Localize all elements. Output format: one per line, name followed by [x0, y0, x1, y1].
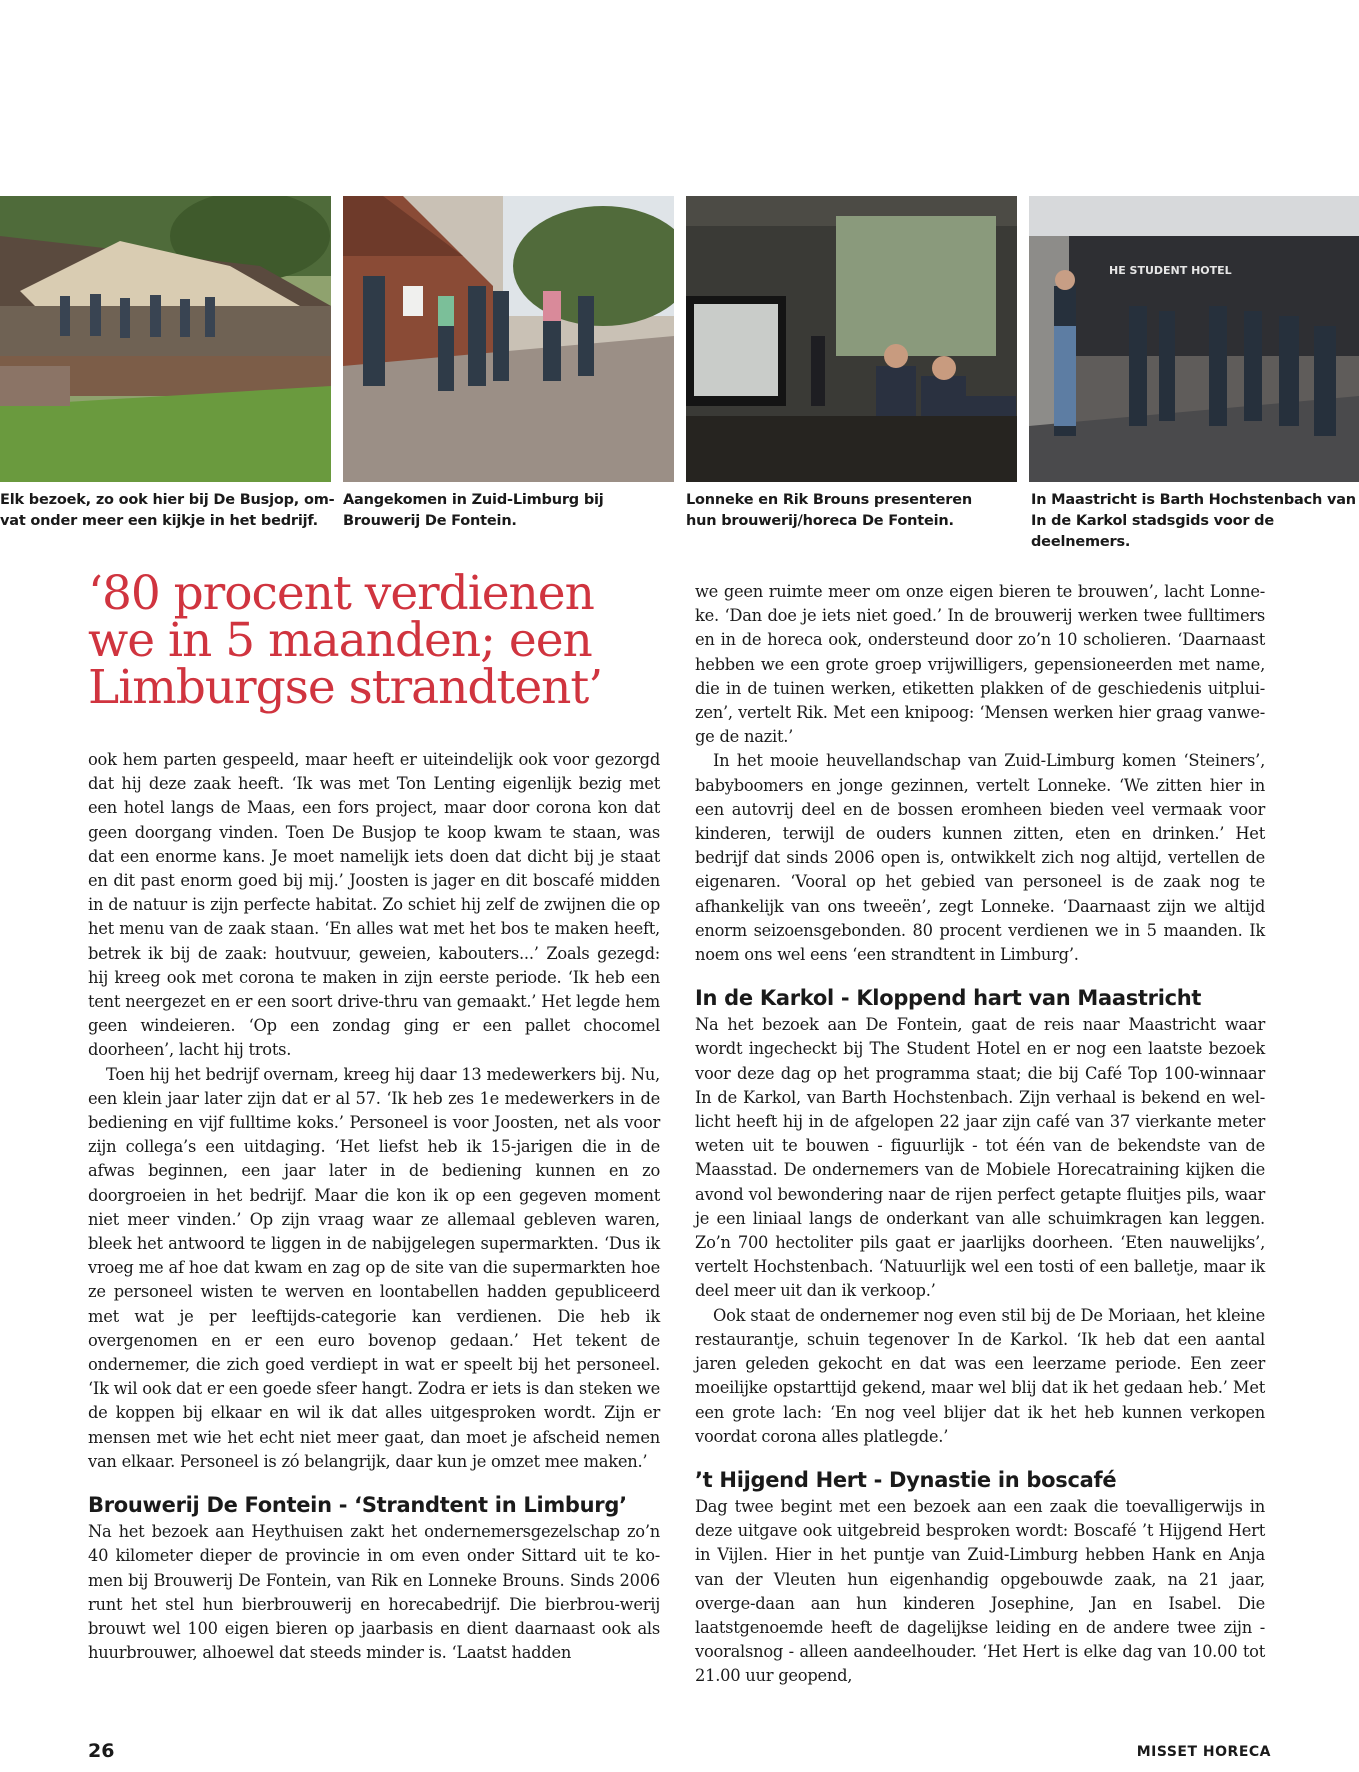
article-column-right: [695, 580, 1265, 1689]
photo-busjop: [0, 196, 331, 482]
article-column-left: [88, 748, 660, 1665]
paragraph: we geen ruimte meer om onze eigen bieren te brouwen’, lacht Lonne-ke. ‘Dan doe je iets niet goed.’ In de brouwerij werken twee fulltimers en in de horeca ook, ondersteund door zo’n 10 scholieren. ‘Daarnaast hebben we een grote groep vrijwilligers, gepensioneerden met name, die in de tuinen werken, etiketten plakken of de geschiedenis uitplui-zen’, vertelt Rik. Met een knipoog: ‘Mensen werken hier graag vanwe-ge de nazit.’: [695, 582, 1265, 747]
section-heading-fontein: Brouwerij De Fontein - ‘Strandtent in Limburg’: [88, 1493, 627, 1518]
page-number: 26: [88, 1740, 115, 1762]
caption-fontein-presentation: Lonneke en Rik Brouns presenteren hun brouwerij/horeca De Fontein.: [686, 492, 972, 529]
photo-fontein-arrival: [343, 196, 674, 482]
caption-maastricht-tour: In Maastricht is Barth Hochstenbach van In de Karkol stadsgids voor de deelnemers.: [1031, 492, 1356, 550]
paragraph: Toen hij het bedrijf overnam, kreeg hij daar 13 medewerkers bij. Nu, een klein jaar later zijn dat er al 57. ‘Ik heb zes 1e medewerkers in de bediening en vijf fulltime koks.’ Personeel is voor Joosten, net als voor zijn collega’s een uitdaging. ‘Het liefst heb ik 15-jarigen die in de afwas beginnen, een jaar later in de bediening kunnen en zo doorgroeien in het bedrijf. Maar die kon ik op een gegeven moment niet meer vinden.’ Op zijn vraag waar ze allemaal gebleven waren, bleek het antwoord te liggen in de nabijgelegen supermarkten. ‘Dus ik vroeg me af hoe dat kwam en zag op de site van die supermarkten hoe ze personeel wisten te werven en loontabellen hadden gepubliceerd met wat je per leeftijds-categorie kan verdienen. Die heb ik overgenomen en er een euro bovenop gedaan.’ Het tekent de ondernemer, die zich goed verdiept in wat er speelt bij het personeel. ‘Ik wil ook dat er een goede sfeer hangt. Zodra er iets is dan steken we de koppen bij elkaar en wil ik dat alles uitgesproken wordt. Zijn er mensen met wie het echt niet meer gaat, dan moet je afscheid nemen van elkaar. Personeel is zó belangrijk, daar kun je omzet mee maken.’: [88, 1064, 660, 1471]
caption-fontein-arrival: Aangekomen in Zuid-Limburg bij Brouwerij De Fontein.: [343, 492, 604, 529]
section-heading-hijgend-hert: ’t Hijgend Hert - Dynastie in boscafé: [695, 1467, 1117, 1492]
paragraph: Na het bezoek aan De Fontein, gaat de reis naar Maastricht waar wordt ingecheckt bij The Student Hotel en er nog een laatste bezoek voor deze dag op het programma staat; die bij Café Top 100-winnaar In de Karkol, van Barth Hochstenbach. Zijn verhaal is bekend en wel-licht heeft hij in de afgelopen 22 jaar zijn café van 37 vierkante meter weten uit te bouwen - figuurlijk - tot één van de bekendste van de Maasstad. De ondernemers van de Mobiele Horecatraining kijken die avond vol bewondering naar de rijen perfect getapte fluitjes pils, waar je een liniaal langs de onderkant van alle schuimkragen kan leggen. Zo’n 700 hectoliter pils gaat er jaarlijks doorheen. ‘Eten nauwelijks’, vertelt Hochstenbach. ‘Natuurlijk wel een tosti of een balletje, maar ik deel meer uit dan ik verkoop.’: [695, 1015, 1265, 1301]
paragraph: ook hem parten gespeeld, maar heeft er uiteindelijk ook voor gezorgd dat hij deze zaak heeft. ‘Ik was met Ton Lenting eigenlijk bezig met een hotel langs de Maas, een fors project, maar door corona kon dat geen doorgang vinden. Toen De Busjop te koop kwam te staan, was dat een enorme kans. Je moet namelijk iets doen dat dicht bij je staat en dit past enorm goed bij mij.’ Joosten is jager en dit boscafé midden in de natuur is zijn perfecte habitat. Zo schiet hij zelf de zwijnen die op het menu van de zaak staan. ‘En alles wat met het bos te maken heeft, betrek ik bij de zaak: houtvuur, geweien, kabouters...’ Zoals gezegd: hij kreeg ook met corona te maken in zijn eerste periode. ‘Ik heb een tent neergezet en er een soort drive-thru van gemaakt.’ Het legde hem geen windeieren. ‘Op een zondag ging er een pallet chocomel doorheen’, lacht hij trots.: [88, 750, 660, 1060]
hotel-sign: HE STUDENT HOTEL: [1109, 264, 1232, 277]
paragraph: In het mooie heuvellandschap van Zuid-Limburg komen ‘Steiners’, babyboomers en jonge gezinnen, vertelt Lonneke. ‘We zitten hier in een autovrij deel en de bossen eromheen bieden veel vermaak voor kinderen, terwijl de ouders kunnen zitten, eten en drinken.’ Het bedrijf dat sinds 2006 open is, ontwikkelt zich nog altijd, vertellen de eigenaren. ‘Vooral op het gebied van personeel is de zaak nog te afhankelijk van ons tweeën’, zegt Lonneke. ‘Daarnaast zijn we altijd enorm seizoensgebonden. 80 procent verdienen we in 5 maanden. Ik noem ons wel eens ‘een strandtent in Limburg’.: [695, 751, 1265, 965]
caption-busjop: Elk bezoek, zo ook hier bij De Busjop, om-vat onder meer een kijkje in het bedrijf.: [0, 492, 335, 529]
paragraph: Dag twee begint met een bezoek aan een zaak die toevalligerwijs in deze uitgave ook uitgebreid besproken wordt: Boscafé ’t Hijgend Hert in Vijlen. Hier in het puntje van Zuid-Limburg hebben Hank en Anja van der Vleuten hun eigenhandig opgebouwde zaak, na 21 jaar, overge-daan aan hun kinderen Josephine, Jan en Isabel. Die laatstgenoemde heeft de dagelijkse leiding en de andere twee zijn - vooralsnog - alleen aandeelhouder. ‘Het Hert is elke dag van 10.00 tot 21.00 uur geopend,: [695, 1496, 1265, 1686]
photo-fontein-presentation: [686, 196, 1017, 482]
pull-quote: ‘80 procent verdienen we in 5 maanden; een Limburgse strandtent’: [88, 566, 603, 715]
publication-name: MISSET HORECA: [1136, 1744, 1271, 1760]
section-heading-karkol: In de Karkol - Kloppend hart van Maastricht: [695, 986, 1202, 1011]
paragraph: Na het bezoek aan Heythuisen zakt het ondernemersgezelschap zo’n 40 kilometer dieper de provincie in om even onder Sittard uit te ko-men bij Brouwerij De Fontein, van Rik en Lonneke Brouns. Sinds 2006 runt het stel hun bierbrouwerij en horecabedrijf. Die bierbrou-werij brouwt wel 100 eigen bieren op jaarbasis en dient daarnaast ook als huurbrouwer, alhoewel dat steeds minder is. ‘Laatst hadden: [88, 1522, 660, 1663]
paragraph: Ook staat de ondernemer nog even stil bij de De Moriaan, het kleine restaurantje, schuin tegenover In de Karkol. ‘Ik heb dat een aantal jaren geleden gekocht en dat was een leerzame periode. Een zeer moeilijke opstarttijd gekend, maar wel blij dat ik het gedaan heb.’ Met een grote lach: ‘En nog veel blijer dat ik het heb kunnen verkopen voordat corona alles platlegde.’: [695, 1305, 1265, 1446]
photo-maastricht-tour: [1029, 196, 1359, 482]
